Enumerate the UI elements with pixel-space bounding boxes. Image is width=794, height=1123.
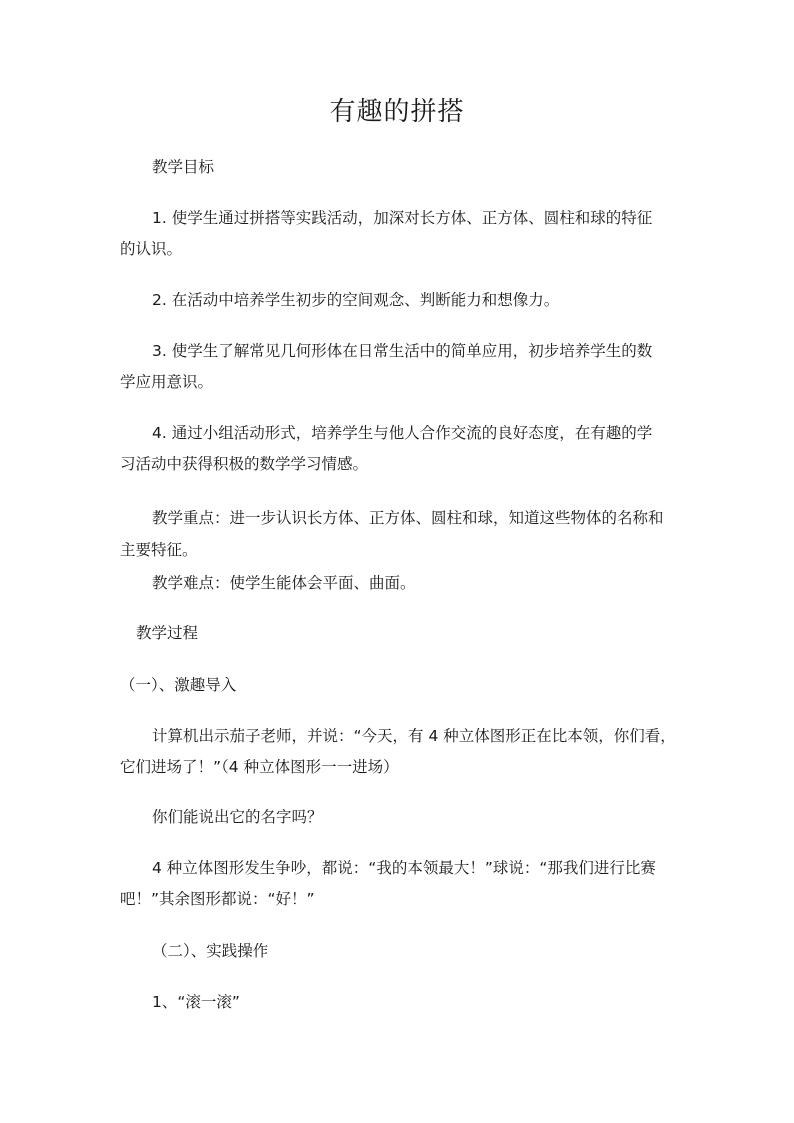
paragraph-intro-line-1: 计算机出示茄子老师，并说：“今天，有 4 种立体图形正在比本领，你们看， [152,727,676,745]
paragraph-key-point-line-1: 教学重点：进一步认识长方体、正方体、圆柱和球，知道这些物体的名称和 [152,509,664,527]
list-item-roll: 1、“滚一滚” [152,993,240,1011]
paragraph-objective-1-line-2: 的认识。 [120,240,183,258]
paragraph-intro-line-2: 它们进场了！”（4 种立体图形一一进场） [120,758,399,776]
section-heading-process: 教学过程 [136,624,199,642]
paragraph-objective-3-line-2: 学应用意识。 [120,373,214,391]
document-title: 有趣的拼搭 [329,97,465,127]
paragraph-question: 你们能说出它的名字吗？ [152,808,323,826]
paragraph-objective-3-line-1: 3. 使学生了解常见几何形体在日常生活中的简单应用，初步培养学生的数 [152,342,653,360]
paragraph-key-point-line-2: 主要特征。 [120,541,198,559]
subsection-heading-practice: （二）、实践操作 [152,942,269,960]
paragraph-argument-line-1: 4 种立体图形发生争吵，都说：“我的本领最大！”球说：“那我们进行比赛 [152,859,656,877]
paragraph-argument-line-2: 吧！”其余图形都说：“好！” [120,890,315,908]
paragraph-objective-1-line-1: 1. 使学生通过拼搭等实践活动，加深对长方体、正方体、圆柱和球的特征 [152,209,653,227]
paragraph-objective-4-line-1: 4. 通过小组活动形式，培养学生与他人合作交流的良好态度，在有趣的学 [152,424,653,442]
subsection-heading-intro: （一）、激趣导入 [120,676,237,694]
paragraph-objective-4-line-2: 习活动中获得积极的数学学习情感。 [120,455,369,473]
paragraph-difficult-point: 教学难点：使学生能体会平面、曲面。 [152,574,416,592]
section-heading-objectives: 教学目标 [152,158,215,176]
paragraph-objective-2: 2. 在活动中培养学生初步的空间观念、判断能力和想像力。 [152,291,560,309]
